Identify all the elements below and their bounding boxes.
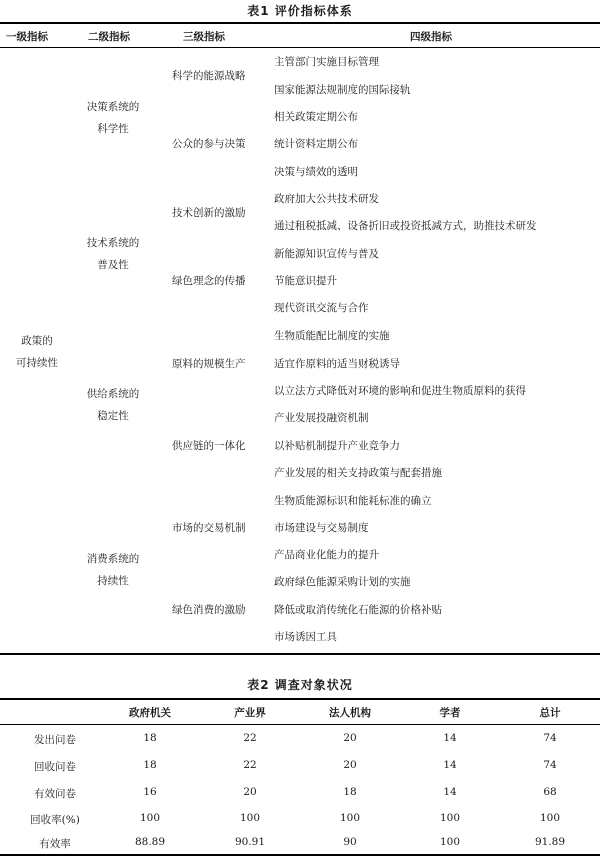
level4-item: 以补贴机制提升产业竞争力 xyxy=(274,440,400,452)
level4-item: 决策与绩效的透明 xyxy=(274,166,358,178)
table2-cell: 100 xyxy=(539,812,561,824)
table2-cell: 20 xyxy=(343,732,357,744)
table2-row-label: 发出问卷 xyxy=(34,734,76,746)
level1-line1: 政策的 xyxy=(21,335,53,347)
table2-cell: 91.89 xyxy=(534,836,566,848)
level2-line2: 稳定性 xyxy=(97,410,129,422)
table1-header-level3: 三级指标 xyxy=(183,31,225,43)
level1-line2: 可持续性 xyxy=(16,357,58,369)
table2-title: 表2 调查对象状况 xyxy=(247,678,353,692)
level4-item: 国家能源法规制度的国际接轨 xyxy=(274,84,411,96)
level4-item: 产业发展投融资机制 xyxy=(274,412,369,424)
table2-cell: 14 xyxy=(443,732,457,744)
level4-item: 以立法方式降低对环境的影响和促进生物质原料的获得 xyxy=(274,385,526,397)
level4-item: 新能源知识宣传与普及 xyxy=(274,248,379,260)
level4-item: 节能意识提升 xyxy=(274,275,337,287)
table2-cell: 90 xyxy=(343,836,357,848)
table2-cell: 18 xyxy=(143,732,157,744)
table2-row-label: 有效问卷 xyxy=(34,788,76,800)
level3-item: 绿色理念的传播 xyxy=(172,275,246,287)
level4-item: 市场诱因工具 xyxy=(274,631,337,643)
level4-item: 政府加大公共技术研发 xyxy=(274,193,379,205)
level4-item: 政府绿色能源采购计划的实施 xyxy=(274,576,411,588)
level4-item: 生物质能源标识和能耗标准的确立 xyxy=(274,495,432,507)
table2-row-label: 回收率(%) xyxy=(30,814,80,826)
table1-header-level1: 一级指标 xyxy=(6,31,48,43)
level2-line1: 消费系统的 xyxy=(86,553,140,565)
level4-item: 市场建设与交易制度 xyxy=(274,522,369,534)
table2-cell: 14 xyxy=(443,759,457,771)
level4-item: 主管部门实施目标管理 xyxy=(274,56,379,68)
level4-item: 通过租税抵减、设备折旧或投资抵减方式，助推技术研发 xyxy=(274,220,537,232)
table2-cell: 16 xyxy=(143,786,157,798)
table2-cell: 88.89 xyxy=(134,836,166,848)
table1-header-level2: 二级指标 xyxy=(88,31,130,43)
table2-cell: 22 xyxy=(243,759,257,771)
table2-header-industry: 产业界 xyxy=(234,707,266,719)
level2-line1: 供给系统的 xyxy=(86,388,140,400)
table2-cell: 74 xyxy=(543,732,557,744)
table2-cell: 90.91 xyxy=(234,836,266,848)
table2-top-rule xyxy=(0,698,600,700)
table2-cell: 22 xyxy=(243,732,257,744)
table2-bottom-rule xyxy=(0,854,600,856)
level2-line1: 决策系统的 xyxy=(86,101,140,113)
table2-header-legal-entity: 法人机构 xyxy=(329,707,371,719)
table2-cell: 20 xyxy=(343,759,357,771)
level2-line2: 持续性 xyxy=(97,575,129,587)
table2-header-government: 政府机关 xyxy=(129,707,171,719)
table2-cell: 100 xyxy=(139,812,161,824)
level2-decision-system xyxy=(72,96,154,140)
table2-cell: 100 xyxy=(439,836,461,848)
level2-line2: 科学性 xyxy=(97,123,129,135)
table2-cell: 74 xyxy=(543,759,557,771)
table2-cell: 100 xyxy=(239,812,261,824)
table2-header-rule xyxy=(0,724,600,725)
level4-item: 相关政策定期公布 xyxy=(274,111,358,123)
level2-consumption-system xyxy=(72,548,154,592)
table2-row-label: 回收问卷 xyxy=(34,761,76,773)
table1-header-level4: 四级指标 xyxy=(410,31,452,43)
level4-item: 现代资讯交流与合作 xyxy=(274,302,369,314)
table2-cell: 100 xyxy=(439,812,461,824)
table2-cell: 68 xyxy=(543,786,557,798)
level1-indicator xyxy=(2,330,72,374)
table1-header-rule xyxy=(0,47,600,48)
table2-cell: 18 xyxy=(143,759,157,771)
level4-item: 生物质能配比制度的实施 xyxy=(274,330,390,342)
level3-item: 技术创新的激励 xyxy=(172,207,246,219)
level4-item: 降低或取消传统化石能源的价格补贴 xyxy=(274,604,442,616)
level2-supply-system xyxy=(72,383,154,427)
table2-row-label: 有效率 xyxy=(39,838,71,850)
table2-header-total: 总计 xyxy=(539,707,561,719)
level2-technology-system xyxy=(72,232,154,276)
level3-item: 原料的规模生产 xyxy=(172,358,246,370)
table2-cell: 100 xyxy=(339,812,361,824)
level2-line2: 普及性 xyxy=(97,259,129,271)
table1-top-rule xyxy=(0,22,600,24)
level4-item: 产业发展的相关支持政策与配套措施 xyxy=(274,467,442,479)
table2-cell: 20 xyxy=(243,786,257,798)
level3-item: 科学的能源战略 xyxy=(172,70,246,82)
table1-title: 表1 评价指标体系 xyxy=(247,4,353,18)
table2-cell: 18 xyxy=(343,786,357,798)
table2-cell: 14 xyxy=(443,786,457,798)
level4-item: 统计资料定期公布 xyxy=(274,138,358,150)
level4-item: 产品商业化能力的提升 xyxy=(274,549,379,561)
level2-line1: 技术系统的 xyxy=(86,237,140,249)
table2-header-scholars: 学者 xyxy=(439,707,461,719)
level3-item: 公众的参与决策 xyxy=(172,138,246,150)
level3-item: 市场的交易机制 xyxy=(172,522,246,534)
level3-item: 绿色消费的激励 xyxy=(172,604,246,616)
level3-item: 供应链的一体化 xyxy=(172,440,246,452)
level4-item: 适宜作原料的适当财税诱导 xyxy=(274,358,400,370)
table1-bottom-rule xyxy=(0,653,600,655)
